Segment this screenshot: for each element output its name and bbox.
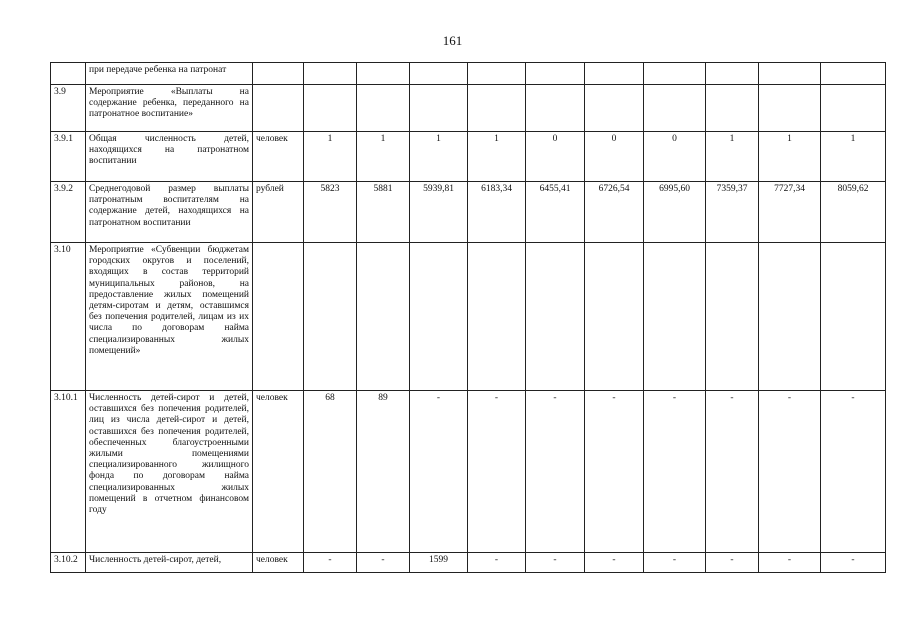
value-cell: -	[585, 553, 644, 573]
value-cell: 5939,81	[410, 182, 468, 243]
value-cell	[526, 85, 585, 132]
value-cell: -	[759, 553, 821, 573]
unit-cell	[253, 243, 304, 391]
value-cell	[644, 243, 706, 391]
value-cell: 0	[526, 132, 585, 182]
value-cell: 68	[304, 391, 357, 553]
value-cell	[706, 243, 759, 391]
row-number-cell: 3.9.1	[51, 132, 86, 182]
value-cell: -	[468, 553, 526, 573]
value-cell: 6455,41	[526, 182, 585, 243]
value-cell	[304, 243, 357, 391]
table-row	[51, 391, 886, 553]
value-cell: 7727,34	[759, 182, 821, 243]
value-cell: -	[410, 391, 468, 553]
value-cell	[357, 63, 410, 85]
value-cell	[468, 63, 526, 85]
description-cell: Общая численность детей, находящихся на патронатном воспитании	[86, 132, 253, 182]
value-cell: 5823	[304, 182, 357, 243]
value-cell: -	[304, 553, 357, 573]
value-cell	[821, 63, 886, 85]
value-cell	[759, 63, 821, 85]
row-number-cell: 3.9	[51, 85, 86, 132]
table-row	[51, 243, 886, 391]
value-cell	[410, 85, 468, 132]
value-cell	[759, 243, 821, 391]
value-cell: -	[644, 391, 706, 553]
row-number-cell: 3.10.1	[51, 391, 86, 553]
value-cell: -	[644, 553, 706, 573]
table-row	[51, 553, 886, 573]
value-cell	[644, 85, 706, 132]
value-cell: -	[821, 553, 886, 573]
value-cell	[468, 85, 526, 132]
value-cell: 6995,60	[644, 182, 706, 243]
value-cell	[526, 63, 585, 85]
row-number-cell: 3.10.2	[51, 553, 86, 573]
value-cell	[759, 85, 821, 132]
description-cell: Численность детей-сирот, детей,	[86, 553, 253, 573]
value-cell	[304, 85, 357, 132]
description-cell: Мероприятие «Выплаты на содержание ребенка, переданного на патронатное воспитание»	[86, 85, 253, 132]
unit-cell	[253, 63, 304, 85]
value-cell: 7359,37	[706, 182, 759, 243]
value-cell: 1	[821, 132, 886, 182]
value-cell: 8059,62	[821, 182, 886, 243]
value-cell: -	[706, 391, 759, 553]
value-cell: 5881	[357, 182, 410, 243]
value-cell: -	[526, 391, 585, 553]
description-cell: Численность детей-сирот и детей, оставшихся без попечения родителей, лиц из числа детей-сирот и детей, оставшихся без попечения родителей, обеспеченных благоустроенными жилыми помещениями специализированного жилищного фонда по договорам найма специализированных жилых помещений в отчетном финансовом году	[86, 391, 253, 553]
page-number: 161	[442, 33, 463, 48]
value-cell: 0	[644, 132, 706, 182]
table-body	[51, 63, 886, 573]
table-row	[51, 132, 886, 182]
value-cell: -	[357, 553, 410, 573]
value-cell	[304, 63, 357, 85]
value-cell: 89	[357, 391, 410, 553]
value-cell	[706, 85, 759, 132]
value-cell: 6726,54	[585, 182, 644, 243]
unit-cell	[253, 85, 304, 132]
value-cell: 1	[759, 132, 821, 182]
value-cell: 0	[585, 132, 644, 182]
value-cell	[585, 63, 644, 85]
row-number-cell: 3.9.2	[51, 182, 86, 243]
unit-cell: рублей	[253, 182, 304, 243]
value-cell: 1	[357, 132, 410, 182]
value-cell: 1	[304, 132, 357, 182]
value-cell: 1	[468, 132, 526, 182]
value-cell: -	[706, 553, 759, 573]
value-cell: -	[821, 391, 886, 553]
value-cell: -	[468, 391, 526, 553]
description-cell: Мероприятие «Субвенции бюджетам городских округов и поселений, входящих в состав территорий муниципальных районов, на предоставление жилых помещений детям-сиротам и детям, оставшимся без попечения родителей, лицам из их числа по договорам найма специализированных жилых помещений»	[86, 243, 253, 391]
table-row	[51, 182, 886, 243]
value-cell	[821, 85, 886, 132]
row-number-cell: 3.10	[51, 243, 86, 391]
value-cell	[357, 243, 410, 391]
value-cell: -	[585, 391, 644, 553]
description-cell: Среднегодовой размер выплаты патронатным воспитателям на содержание детей, находящихся на патронатном воспитании	[86, 182, 253, 243]
value-cell	[706, 63, 759, 85]
value-cell	[410, 63, 468, 85]
value-cell	[468, 243, 526, 391]
value-cell: -	[759, 391, 821, 553]
value-cell	[644, 63, 706, 85]
value-cell	[357, 85, 410, 132]
description-cell: при передаче ребенка на патронат	[86, 63, 253, 85]
table-row	[51, 63, 886, 85]
value-cell	[410, 243, 468, 391]
value-cell: 6183,34	[468, 182, 526, 243]
indicator-table	[50, 62, 886, 573]
unit-cell: человек	[253, 132, 304, 182]
value-cell: -	[526, 553, 585, 573]
value-cell	[585, 85, 644, 132]
value-cell: 1	[706, 132, 759, 182]
table-row	[51, 85, 886, 132]
row-number-cell	[51, 63, 86, 85]
value-cell	[526, 243, 585, 391]
value-cell: 1599	[410, 553, 468, 573]
value-cell	[821, 243, 886, 391]
value-cell	[585, 243, 644, 391]
unit-cell: человек	[253, 553, 304, 573]
unit-cell: человек	[253, 391, 304, 553]
value-cell: 1	[410, 132, 468, 182]
